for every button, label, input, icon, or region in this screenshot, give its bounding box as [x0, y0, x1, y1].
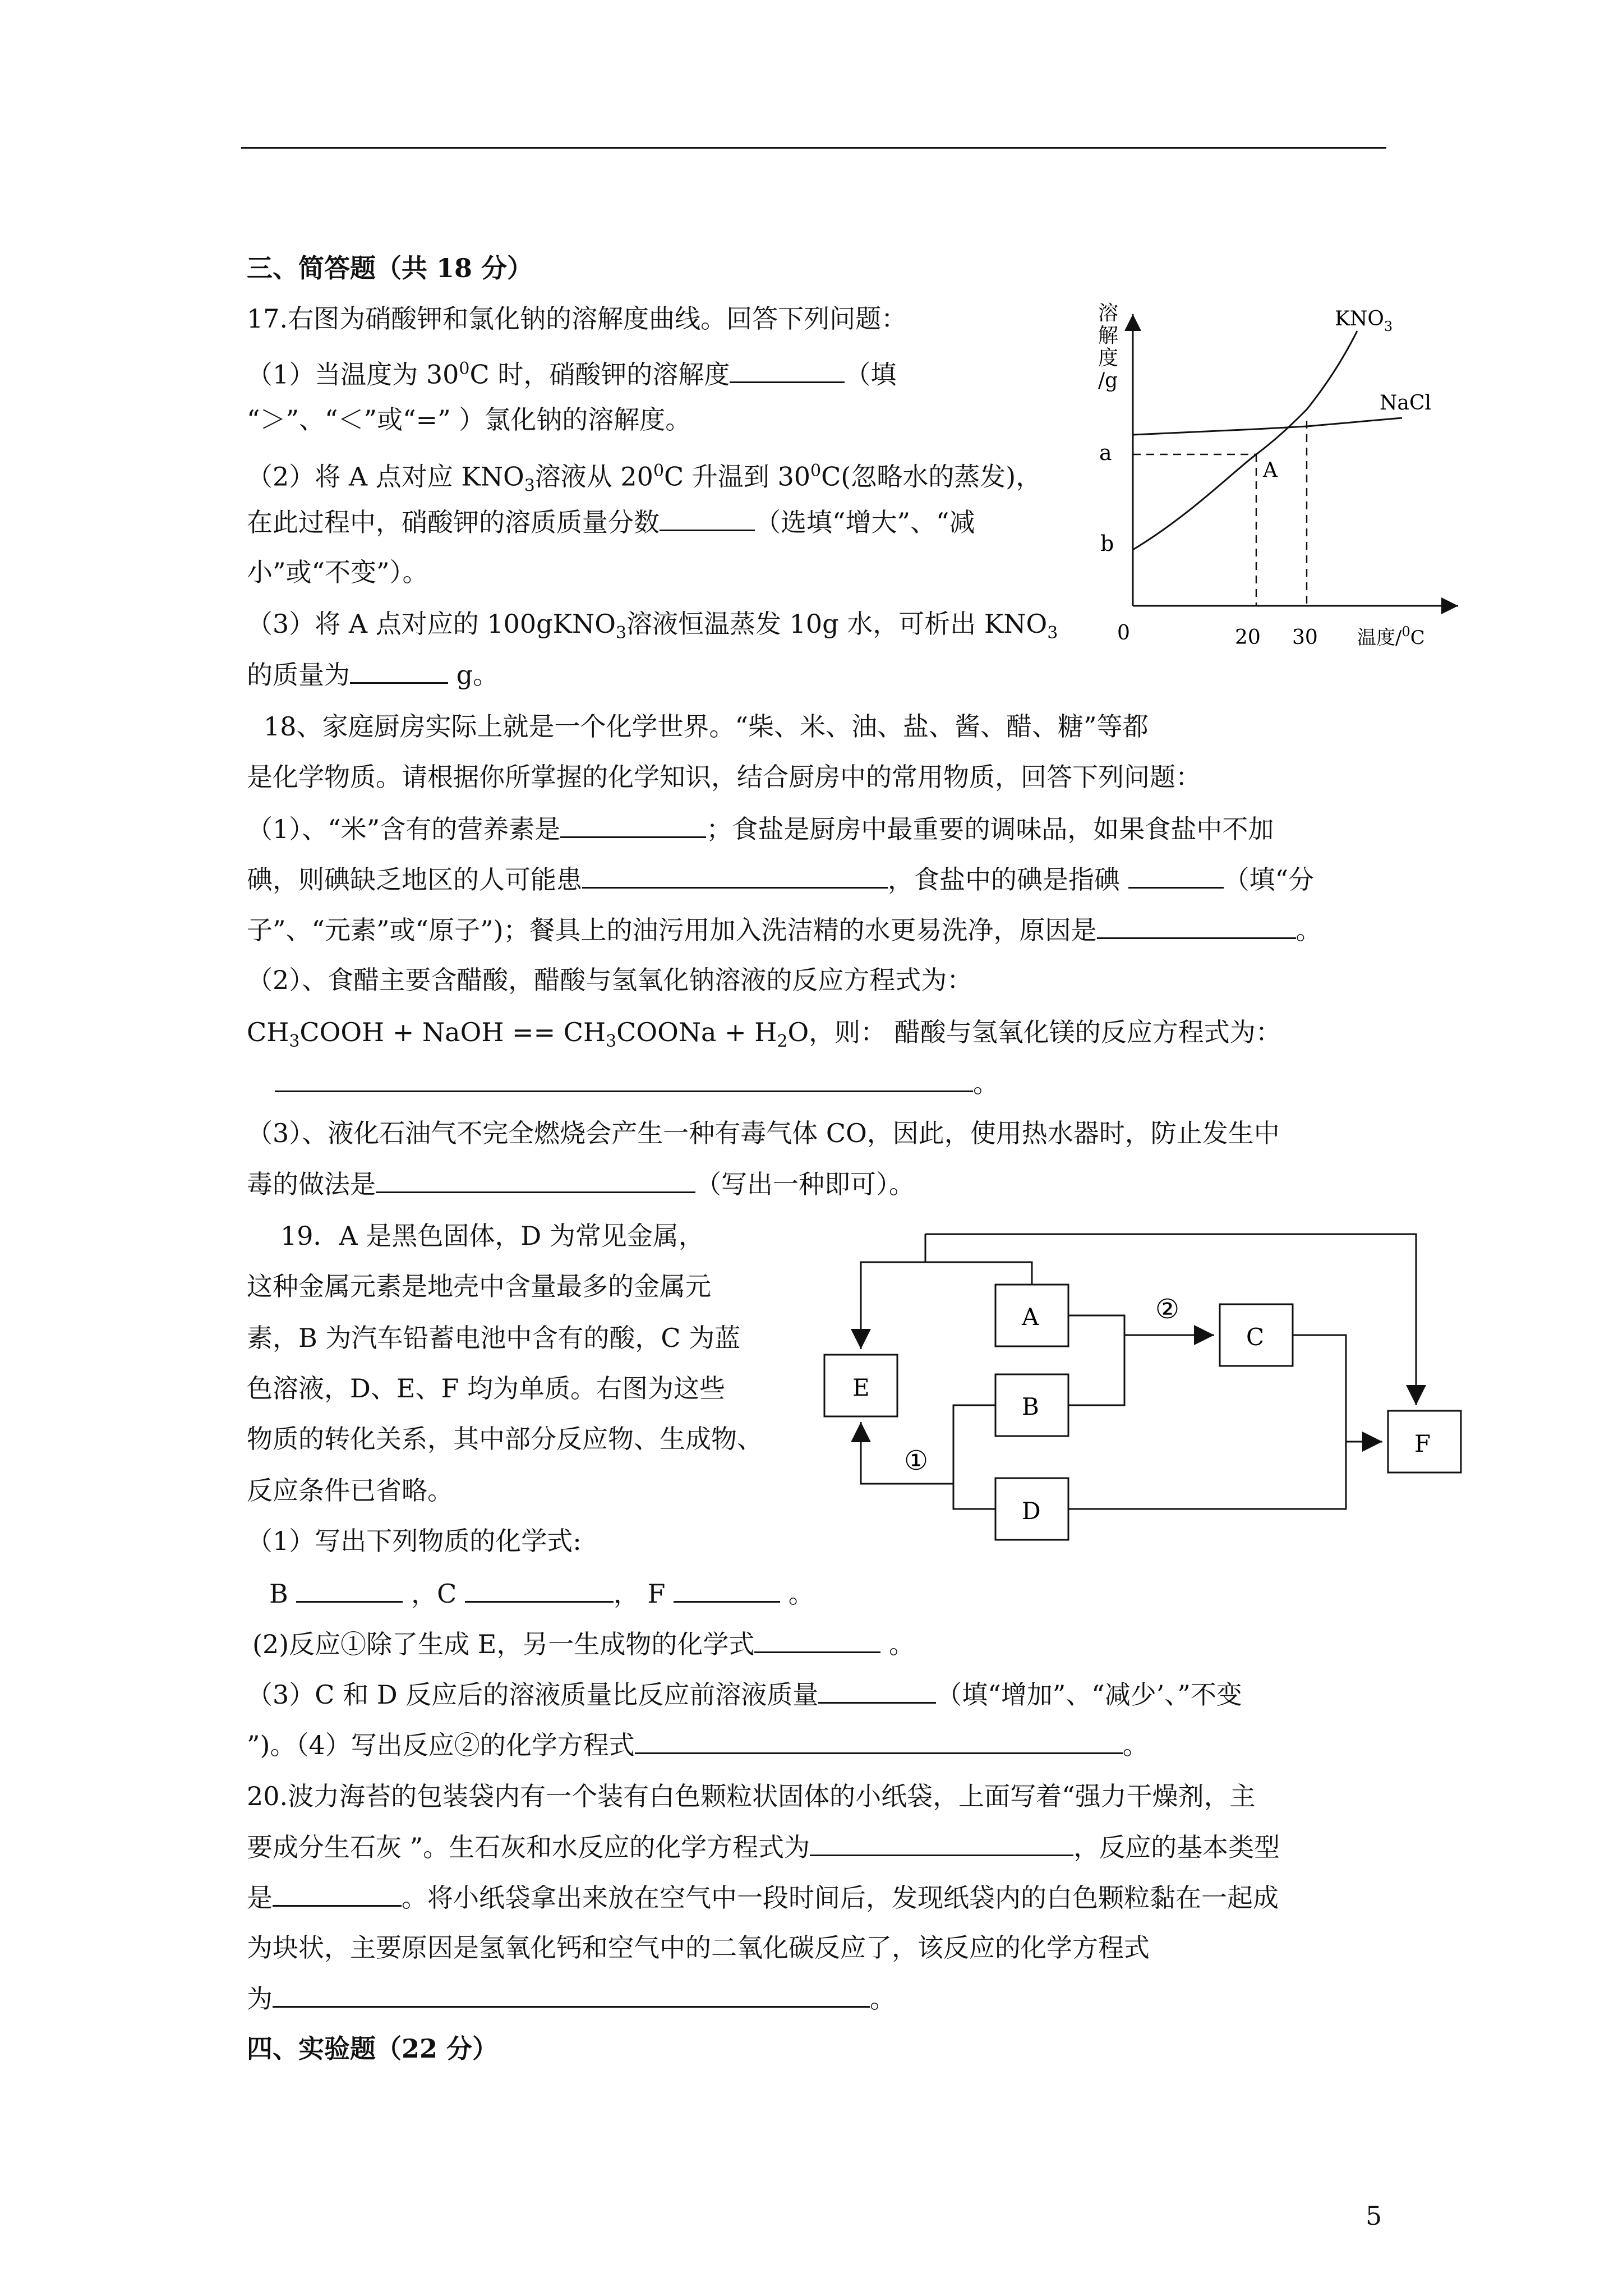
- q19-part1: （1）写出下列物质的化学式:: [247, 1526, 582, 1556]
- q17-part2-line3: 小”或“不变”）。: [247, 557, 428, 587]
- q19-part3: （3）C 和 D 反应后的溶液质量比反应前溶液质量 （填“增加”、“减少’、”不变: [247, 1677, 1242, 1711]
- label-d: D: [1022, 1497, 1041, 1525]
- y-tick-a: a: [1099, 440, 1112, 465]
- q19-blank-4[interactable]: [635, 1728, 1123, 1754]
- q17-part3-line2: 的质量为 g。: [247, 657, 499, 692]
- section-4-title: 四、实验题（22 分）: [247, 2033, 499, 2064]
- q18-blank-3[interactable]: [1128, 862, 1224, 889]
- q20-line1: 20.波力海苔的包装袋内有一个装有白色颗粒状固体的小纸袋，上面写着“强力干燥剂，主: [247, 1781, 1256, 1811]
- label-reaction-2: ②: [1155, 1294, 1180, 1325]
- nacl-curve: [1133, 418, 1402, 435]
- q19-line1: 19．A 是黑色固体，D 为常见金属，: [280, 1221, 704, 1251]
- kno3-series-label: [1335, 307, 1393, 334]
- q17-blank-1[interactable]: [730, 357, 845, 383]
- kno3-curve: [1133, 331, 1357, 550]
- q19-part1-blanks: B ，C ， F 。: [269, 1576, 814, 1611]
- nacl-series-label: NaCl: [1380, 392, 1432, 415]
- q20-line2: 要成分生石灰 ”。生石灰和水反应的化学方程式为 ，反应的基本类型: [247, 1830, 1280, 1864]
- x-axis-label-unit: C: [1410, 627, 1425, 649]
- q20-blank-3[interactable]: [273, 1981, 870, 2008]
- q18-line5: 子”、“元素”或“原子”)；餐具上的油污用加入洗洁精的水更易洗净，原因是 。: [247, 913, 1322, 947]
- label-c: C: [1246, 1323, 1265, 1351]
- solubility-chart: [1066, 292, 1469, 662]
- q20-line5: 为 。: [247, 1981, 896, 2016]
- q17-part1: （1）当温度为 $30^0C$ 时，硝酸钾的溶解度 （填: [247, 352, 896, 391]
- x-tick-30: 30: [1292, 626, 1318, 649]
- label-e: E: [852, 1374, 870, 1401]
- y-axis-label-char: 度: [1098, 347, 1119, 370]
- x-tick-20: 20: [1235, 626, 1261, 649]
- q18-line2: 是化学物质。请根据你所掌握的化学知识，结合厨房中的常用物质，回答下列问题：: [247, 762, 1201, 792]
- q18-blank-1[interactable]: [560, 812, 706, 838]
- q19-line5: 物质的转化关系，其中部分反应物、生成物、: [247, 1424, 763, 1454]
- q19-line4: 色溶液，D、E、F 均为单质。右图为这些: [247, 1373, 725, 1404]
- q17-part2-line2: 在此过程中，硝酸钾的溶质质量分数 （选填“增大”、“减: [247, 505, 975, 539]
- x-axis-label: [1357, 624, 1425, 649]
- q18-line9: （3）、液化石油气不完全燃烧会产生一种有毒气体 CO，因此，使用热水器时，防止发生中: [247, 1118, 1280, 1148]
- q17-blank-3[interactable]: [350, 657, 448, 684]
- label-f: F: [1414, 1430, 1431, 1457]
- label-reaction-1: ①: [904, 1445, 929, 1476]
- q19-line6: 反应条件已省略。: [247, 1475, 453, 1506]
- q17-part3: （3）将 A 点对应的 100gKNO$_3$溶液恒温蒸发 10g 水，可析出 $KNO_3$: [247, 609, 1058, 643]
- q17-blank-2[interactable]: [660, 505, 755, 531]
- kno3-label-main: KNO: [1335, 307, 1384, 330]
- q19-line2: 这种金属元素是地壳中含量最多的金属元: [247, 1271, 711, 1301]
- q18-line3: （1）、“米”含有的营养素是 ；食盐是厨房中最重要的调味品，如果食盐中不加: [247, 812, 1274, 846]
- q18-blank-5[interactable]: [275, 1066, 973, 1092]
- label-a: A: [1022, 1303, 1039, 1331]
- q18-line7: $CH_3COOH$ + NaOH == $CH_3COONa + H_2O$，则： 醋酸与氢氧化镁的反应方程式为：: [247, 1017, 1281, 1052]
- q20-blank-1[interactable]: [810, 1830, 1073, 1856]
- q20-line4: 为块状，主要原因是氢氧化钙和空气中的二氧化碳反应了，该反应的化学方程式: [247, 1932, 1150, 1963]
- q19-part4: ”)。（4）写出反应②的化学方程式 。: [247, 1728, 1149, 1762]
- q17-part1-line2: “＞”、“＜”或“=” ）氯化钠的溶解度。: [247, 404, 691, 435]
- kno3-label-sub: 3: [1384, 319, 1393, 334]
- q18-line8: 。: [275, 1066, 999, 1100]
- q18-blank-2[interactable]: [582, 862, 888, 889]
- section-3-title: 三、简答题（共 18 分）: [247, 253, 533, 283]
- label-b: B: [1022, 1393, 1039, 1420]
- q20-line3: 是 。将小纸袋拿出来放在空气中一段时间后，发现纸袋内的白色颗粒黏在一起成: [247, 1880, 1279, 1915]
- y-tick-b: b: [1100, 531, 1114, 556]
- page-number: 5: [1366, 2201, 1382, 2231]
- x-axis-label-sup: 0: [1401, 624, 1410, 639]
- q17-stem: 17.右图为硝酸钾和氯化钠的溶解度曲线。回答下列问题：: [247, 303, 907, 334]
- q19-part2: (2)反应①除了生成 E，另一生成物的化学式 。: [252, 1627, 915, 1661]
- reaction-diagram: [819, 1217, 1469, 1554]
- q19-blank-f[interactable]: [674, 1576, 780, 1603]
- q18-line4: 碘，则碘缺乏地区的人可能患 ，食盐中的碘是指碘 （填“分: [247, 862, 1314, 896]
- x-axis-label-main: 温度/: [1357, 627, 1402, 649]
- header-rule: [241, 147, 1386, 149]
- y-axis-label-unit: /g: [1098, 369, 1118, 392]
- origin-label: 0: [1117, 622, 1130, 645]
- q18-blank-4[interactable]: [1097, 913, 1296, 939]
- q19-blank-2[interactable]: [754, 1627, 880, 1653]
- q19-blank-c[interactable]: [465, 1576, 614, 1603]
- y-axis-label-char: 解: [1098, 324, 1119, 347]
- q18-line10: 毒的做法是 （写出一种即可）。: [247, 1167, 915, 1201]
- q19-line3: 素，B 为汽车铅蓄电池中含有的酸，C 为蓝: [247, 1323, 741, 1353]
- q18-blank-6[interactable]: [376, 1167, 695, 1193]
- q20-blank-2[interactable]: [273, 1880, 402, 1907]
- q18-line1: 18、家庭厨房实际上就是一个化学世界。“柴、米、油、盐、酱、醋、糖”等都: [264, 711, 1149, 742]
- y-axis-label: [1098, 302, 1118, 392]
- y-axis-label-char: 溶: [1098, 302, 1119, 325]
- q17-part2: （2）将 A 点对应 $KNO_3$溶液从 $20^0C$ 升温到 $30^0C$(忽略水的蒸发)，: [247, 461, 1042, 496]
- point-a-label: A: [1263, 459, 1278, 482]
- q19-blank-b[interactable]: [296, 1576, 403, 1603]
- q18-line6: （2）、食醋主要含醋酸，醋酸与氢氧化钠溶液的反应方程式为：: [247, 965, 973, 995]
- q19-blank-3[interactable]: [818, 1677, 936, 1704]
